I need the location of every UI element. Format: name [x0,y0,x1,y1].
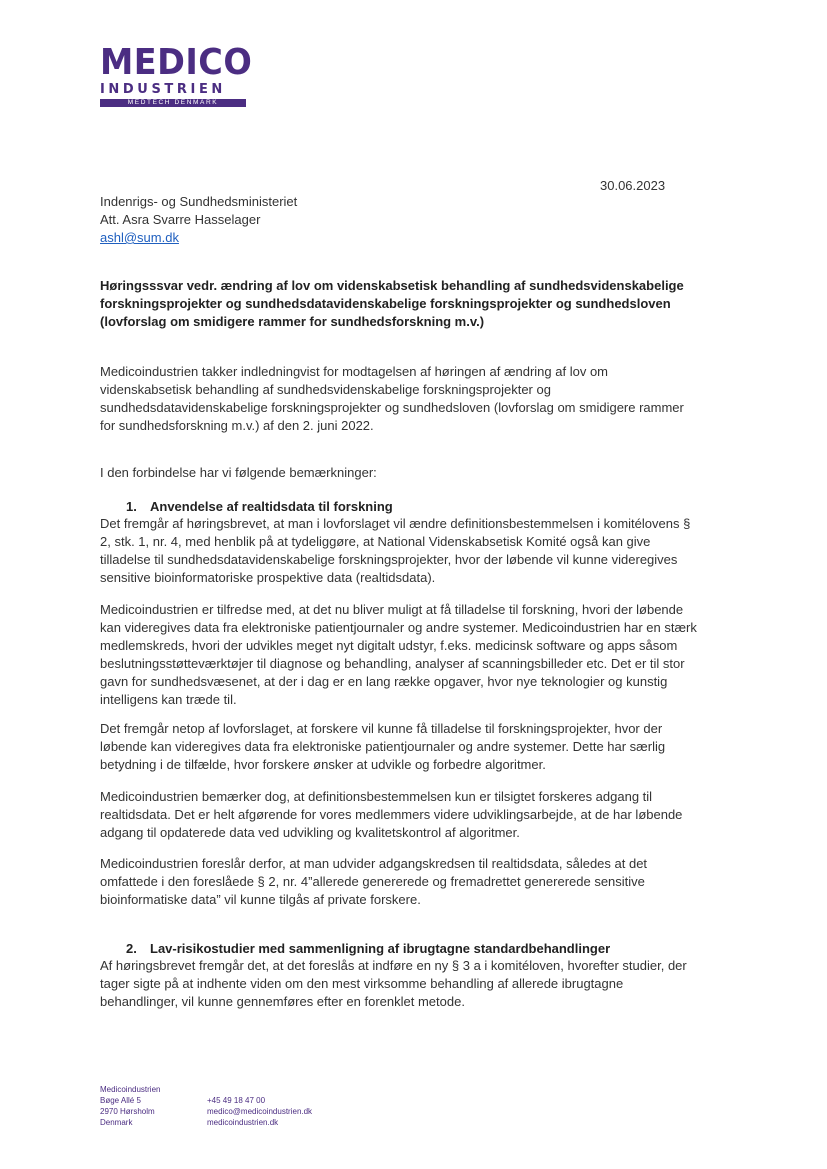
section-2-heading [126,941,610,956]
intro-paragraph: Medicoindustrien takker indledningvist for modtagelsen af høringen af ændring af lov om videnskabsetisk behandling af sundhedsvidenskabelige forskningsprojekter og sundhedsdatavidenskabelige forskningsprojekter og sundhedsloven (lovforslag om smidigere rammer for sundhedsforskning m.v.) af den 2. juni 2022. [100,364,684,433]
section-2-number: 2. [126,941,137,956]
letter-date: 30.06.2023 [600,178,666,193]
footer-phone: +45 49 18 47 00 [207,1096,266,1105]
logo-subtitle: INDUSTRIEN [100,82,226,97]
section-1-paragraph-1: Det fremgår af høringsbrevet, at man i lovforslaget vil ændre definitionsbestemmelsen i komitélovens § 2, stk. 1, nr. 4, med henblik på at tydeliggøre, at National Videnskabsetisk Komité også kan give tilladelse til sundhedsdatavidenskabelige forskningsprojekter, hvor der løbende vil kunne videregives sensitive bioinformatoriske prospektive data (realtidsdata). [100,516,691,585]
section-1-heading [126,499,393,514]
section-1-title: Anvendelse af realtidsdata til forskning [150,499,393,514]
remarks-intro: I den forbindelse har vi følgende bemærkninger: [100,465,377,480]
section-1-number: 1. [126,499,137,514]
footer-contact [207,1095,312,1128]
footer-street: Bøge Allé 5 [100,1096,141,1105]
section-1-paragraph-4: Medicoindustrien bemærker dog, at definitionsbestemmelsen kun er tilsigtet forskeres adgang til realtidsdata. Det er helt afgørende for vores medlemmers videre udviklingsarbejde, at de har løbende adgang til opdaterede data ved udvikling og kvalitetskontrol af algoritmer. [100,789,683,840]
section-2-title: Lav-risikostudier med sammenligning af ibrugtagne standardbehandlinger [150,941,611,956]
logo-wordmark: MEDICO [100,42,253,83]
footer-address [100,1084,160,1128]
recipient-attention: Att. Asra Svarre Hasselager [100,212,261,227]
section-2-paragraph-1: Af høringsbrevet fremgår det, at det foreslås at indføre en ny § 3 a i komitéloven, hvorefter studier, der tager sigte på at indhente viden om den mest virksomme behandling af allerede ibrugtagne behandlinger, vil kunne gennemføres efter en forenklet metode. [100,958,687,1009]
section-1-paragraph-5: Medicoindustrien foreslår derfor, at man udvider adgangskredsen til realtidsdata, således at det omfattede i den foreslåede § 2, nr. 4”allerede genererede og fremadrettet genererede sensitive bioinformatiske data” vil kunne tilgås af private forskere. [100,856,648,907]
recipient-email-link[interactable]: ashl@sum.dk [100,230,179,245]
footer-web[interactable]: medicoindustrien.dk [207,1118,279,1127]
recipient-address [100,193,297,247]
company-logo [100,42,253,107]
logo-band: MEDTECH DENMARK [100,99,246,107]
footer-org: Medicoindustrien [100,1085,161,1094]
footer-country: Denmark [100,1118,133,1127]
footer-city: 2970 Hørsholm [100,1107,155,1116]
footer-email[interactable]: medico@medicoindustrien.dk [207,1107,313,1116]
letter-subject: Høringsssvar vedr. ændring af lov om videnskabsetisk behandling af sundhedsvidenskabelige forskningsprojekter og sundhedsdatavidenskabelige forskningsprojekter og sundhedsloven (lovforslag om smidigere rammer for sundhedsforskning m.v.) [100,278,684,329]
section-1-paragraph-2: Medicoindustrien er tilfredse med, at det nu bliver muligt at få tilladelse til forskning, hvori der løbende kan videregives data fra elektroniske patientjournaler og andre systemer. Medicoindustrien har en stærk medlemskreds, hvori der udvikles meget nyt digitalt udstyr, f.eks. medicinsk software og apps såsom beslutningsstøtteværktøjer til diagnose og behandling, analyser af scanningsbilleder etc. Det er til stor gavn for sundhedsvæsenet, at der i dag er en lang række opgaver, hvor nye teknologier og kunstig intelligens kan træde til. [100,602,697,707]
section-1-paragraph-3: Det fremgår netop af lovforslaget, at forskere vil kunne få tilladelse til forskningsprojekter, hvor der løbende kan videregives data fra elektroniske patientjournaler og andre systemer. Dette har særlig betydning i de tilfælde, hvor forskere ønsker at udvikle og forbedre algoritmer. [100,721,666,772]
recipient-ministry: Indenrigs- og Sundhedsministeriet [100,194,298,209]
